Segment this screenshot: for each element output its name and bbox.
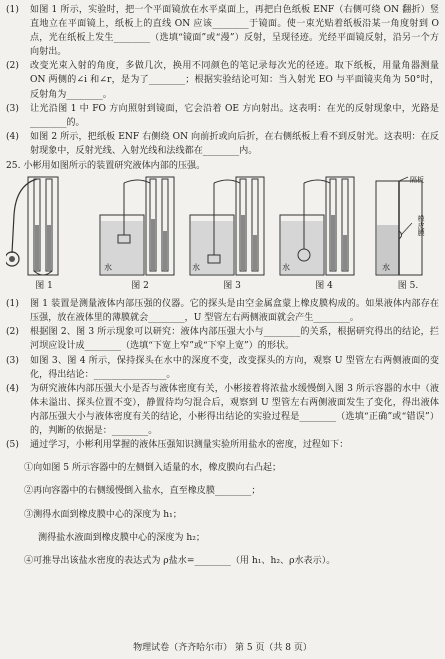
item-text: 通过学习，小彬利用掌握的液体压强知识测量实验所用盐水的密度，过程如下： — [30, 440, 349, 451]
step-3: ③测得水面到橡皮膜中心的深度为 h₁； — [24, 509, 182, 520]
question-24-section — [6, 3, 439, 158]
figure-4-caption: 图 4 — [315, 281, 333, 292]
step-1: ①向如图 5 所示容器中的左侧倒入适量的水，橡皮膜向右凸起； — [24, 463, 282, 474]
item-number: (2) — [6, 61, 19, 72]
figure-5-caption: 图 5. — [397, 281, 419, 292]
figure-row — [6, 175, 439, 295]
item-text: 为研究液体内部压强大小是否与液体密度有关，小彬接着将浓盐水缓慢倒入图 3 所示容器的水中（液体未溢出、探头位置不变），静置待均匀混合后，观察到 U 型管左右两侧液面发生了变化，得出液体内部压强大小与液体密度有关的结论，小彬得出结论的实验过程是________（选填“正确”或“错误”）的，判断的依据是：________。 — [30, 383, 439, 436]
item-text: 改变光束入射的角度，多做几次，换用不同颜色的笔记录每次光的径迹。取下纸板，用量角器测量 ON 两侧的∠i 和∠r，是为了________；根据实验结论可知：当入射光 EO 与平面镜夹角为 50°时，反射角为________。 — [30, 61, 439, 100]
figure-3-water-label: 水 — [192, 263, 200, 273]
question-25-items — [6, 297, 439, 568]
figure-3-caption: 图 3 — [223, 281, 241, 292]
item-number: (3) — [6, 355, 19, 366]
figure-1-pressure-gauge — [6, 175, 76, 279]
figure-4-water-label: 水 — [282, 263, 290, 273]
item-text: 让光沿图 1 中 FO 方向照射到镜面，它会沿着 OE 方向射出。这表明：在光的反射现象中，光路是________的。 — [30, 103, 439, 128]
q25-item-5 — [6, 438, 439, 452]
q25-item-4 — [6, 382, 439, 438]
item-number: (2) — [6, 327, 19, 338]
step-3-continued: 测得盐水液面到橡皮膜中心的深度为 h₂； — [38, 532, 205, 543]
figure-1-caption: 图 1 — [35, 281, 53, 292]
item-text: 图 1 装置是测量液体内部压强的仪器。它的探头是由空金属盒蒙上橡皮膜构成的。如果液体内部存在压强，放在液体里的薄膜就会________，U 型管左右两侧液面就会产生________。 — [30, 299, 439, 324]
figure-5-partition-label: 隔板 — [410, 176, 424, 185]
page-footer: 物理试卷（齐齐哈尔市） 第 5 页（共 8 页） — [133, 642, 312, 653]
figure-4-beaker — [278, 175, 358, 279]
q24-item-2 — [6, 59, 439, 101]
item-text: 如图 3、图 4 所示，保持探头在水中的深度不变，改变探头的方向，观察 U 型管左右两侧液面的变化，得出结论：________________。 — [30, 355, 439, 380]
figure-2-water-label: 水 — [104, 263, 112, 273]
figure-2-caption: 图 2 — [131, 281, 149, 292]
item-text: 如图 1 所示，实验时，把一个平面镜放在水平桌面上，再把白色纸板 ENF（右侧可绕 ON 翻折）竖直地立在平面镜上，纸板上的直线 ON 应该________于镜面。使一束光贴着纸板沿某一角度射到 O 点，光在纸板上发生________（选填“镜面”或“漫”）反射，呈现径迹。光经平面镜反射，沿另一个方向射出。 — [30, 5, 439, 58]
item-number: (1) — [6, 5, 19, 15]
q25-item-3 — [6, 354, 439, 382]
q24-item-4 — [6, 130, 439, 158]
item-number: (3) — [6, 103, 19, 114]
step-2: ②再向容器中的右侧缓慢倒入盐水，直至橡皮膜________； — [24, 486, 261, 497]
figure-3-beaker — [188, 175, 268, 279]
q24-item-3 — [6, 102, 439, 130]
item-number: (5) — [6, 440, 19, 451]
q25-item-2 — [6, 325, 439, 353]
item-text: 根据图 2、图 3 所示现象可以研究：液体内部压强大小与________的关系，根据研究得出的结论，拦河坝应设计成________（选填“下宽上窄”或“下窄上宽”）的形状。 — [30, 327, 439, 352]
figure-5-membrane-label: 橡皮膜 — [417, 215, 426, 237]
item-text: 如图 2 所示，把纸板 ENF 右侧绕 ON 向前折或向后折，在右侧纸板上看不到反射光。这表明：在反射现象中，反射光线、入射光线和法线都在________内。 — [30, 131, 439, 156]
q24-item-1 — [6, 3, 439, 59]
item-number: (1) — [6, 299, 19, 310]
q25-item-1 — [6, 297, 439, 325]
item-number: (4) — [6, 131, 19, 142]
item-number: (4) — [6, 383, 19, 394]
step-4: ④可推导出该盐水密度的表达式为 ρ盐水=________（用 h₁、h₂、ρ水表示）。 — [24, 556, 336, 566]
figure-5-water-label: 水 — [382, 263, 390, 273]
question-25-title: 25. 小彬用如图所示的装置研究液体内部的压强。 — [6, 161, 206, 172]
